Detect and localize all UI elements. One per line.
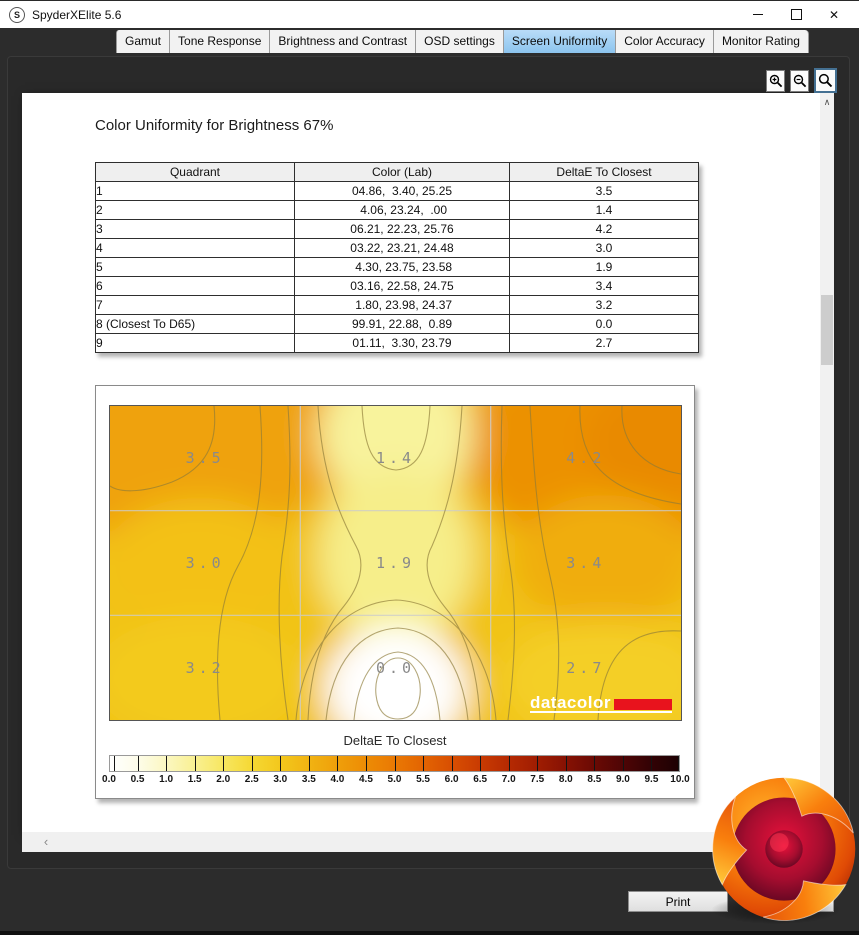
colorbar-tick-label: 7.0 <box>501 774 516 785</box>
tab-bar <box>116 30 809 53</box>
table-cell: 3 <box>96 220 295 239</box>
table-row <box>96 277 699 296</box>
tab-tone-response[interactable]: Tone Response <box>170 30 270 53</box>
colorbar-tick-label: 1.0 <box>159 774 174 785</box>
table-cell: 3.2 <box>510 296 699 315</box>
colorbar-tick-label: 8.5 <box>587 774 602 785</box>
table-cell: 06.21, 22.23, 25.76 <box>295 220 510 239</box>
table-row <box>96 239 699 258</box>
maximize-icon <box>791 9 802 20</box>
zoom-in-icon <box>769 74 783 88</box>
heatmap-value: 0.0 <box>375 658 416 677</box>
heatmap-value: 1.9 <box>375 553 416 572</box>
table-cell: 99.91, 22.88, 0.89 <box>295 315 510 334</box>
heatmap-value: 4.2 <box>566 449 606 468</box>
window-bottom-edge <box>0 931 859 935</box>
kitguru-logo <box>705 774 859 924</box>
window-title: SpyderXElite 5.6 <box>32 7 122 22</box>
heatmap-value: 3.4 <box>566 553 606 572</box>
heatmap-value: 3.2 <box>185 658 225 677</box>
tab-screen-uniformity[interactable]: Screen Uniformity <box>504 30 616 53</box>
table-cell: 3.0 <box>510 239 699 258</box>
zoom-out-icon <box>793 74 807 88</box>
minimize-icon <box>753 14 763 15</box>
table-cell: 4 <box>96 239 295 258</box>
table-cell: 3.5 <box>510 182 699 201</box>
table-row <box>96 258 699 277</box>
zoom-reset-button[interactable] <box>814 68 837 93</box>
report-page <box>22 93 820 832</box>
colorbar-tick-label: 9.0 <box>615 774 630 785</box>
uniformity-table-header-row <box>96 163 699 182</box>
table-cell: 04.86, 3.40, 25.25 <box>295 182 510 201</box>
table-cell: 0.0 <box>510 315 699 334</box>
table-cell: 2.7 <box>510 334 699 353</box>
close-icon: ✕ <box>828 7 840 22</box>
maximize-button[interactable] <box>777 1 815 28</box>
table-cell: 4.30, 23.75, 23.58 <box>295 258 510 277</box>
tab-brightness-and-contrast[interactable]: Brightness and Contrast <box>270 30 416 53</box>
title-bar <box>0 0 859 28</box>
table-row <box>96 220 699 239</box>
colorbar-tick-label: 5.0 <box>387 774 402 785</box>
column-header-color-lab-: Color (Lab) <box>295 163 510 182</box>
kitguru-swirl-icon <box>705 774 859 924</box>
heatmap-value-grid <box>110 406 681 720</box>
colorbar-tick-label: 5.5 <box>416 774 430 785</box>
datacolor-wordmark: datacolor <box>529 693 611 712</box>
table-cell: 1.80, 23.98, 24.37 <box>295 296 510 315</box>
table-row <box>96 315 699 334</box>
heatmap-value: 3.5 <box>185 449 225 468</box>
table-cell: 6 <box>96 277 295 296</box>
vertical-scrollbar-thumb[interactable] <box>821 295 833 365</box>
table-cell: 1 <box>96 182 295 201</box>
table-cell: 4.2 <box>510 220 699 239</box>
uniformity-chart-box <box>95 385 695 799</box>
table-cell: 4.06, 23.24, .00 <box>295 201 510 220</box>
app-icon: S <box>9 7 25 23</box>
column-header-quadrant: Quadrant <box>96 163 295 182</box>
colorbar-tick-label: 10.0 <box>670 774 690 785</box>
colorbar-gradient <box>109 755 680 772</box>
vertical-scrollbar[interactable] <box>820 93 834 852</box>
table-cell: 01.11, 3.30, 23.79 <box>295 334 510 353</box>
table-cell: 2 <box>96 201 295 220</box>
minimize-button[interactable] <box>739 1 777 28</box>
tab-color-accuracy[interactable]: Color Accuracy <box>616 30 714 53</box>
column-header-deltae-to-closest: DeltaE To Closest <box>510 163 699 182</box>
datacolor-logo <box>530 695 672 713</box>
colorbar-tick-label: 8.0 <box>558 774 573 785</box>
scroll-up-arrow-icon[interactable]: ∧ <box>823 97 831 107</box>
zoom-out-button[interactable] <box>790 70 809 92</box>
table-cell: 9 <box>96 334 295 353</box>
horizontal-scrollbar[interactable] <box>22 832 820 852</box>
table-cell: 5 <box>96 258 295 277</box>
colorbar-tick-label: 2.5 <box>244 774 259 785</box>
colorbar-tick-label: 4.0 <box>330 774 345 785</box>
table-row <box>96 182 699 201</box>
colorbar-tick-label: 0.5 <box>130 774 145 785</box>
colorbar-tick-label: 2.0 <box>216 774 231 785</box>
datacolor-red-bar <box>614 699 672 710</box>
report-title: Color Uniformity for Brightness 67% <box>95 117 334 134</box>
heatmap-value: 1.4 <box>375 449 416 468</box>
colorbar-tick-label: 6.5 <box>473 774 488 785</box>
tab-gamut[interactable]: Gamut <box>116 30 170 53</box>
table-cell: 1.9 <box>510 258 699 277</box>
uniformity-table <box>95 162 699 353</box>
uniformity-heatmap <box>109 405 682 721</box>
tab-monitor-rating[interactable]: Monitor Rating <box>714 30 809 53</box>
colorbar-tick-label: 6.0 <box>444 774 459 785</box>
table-cell: 1.4 <box>510 201 699 220</box>
table-row <box>96 296 699 315</box>
colorbar-tick-label: 0.0 <box>102 774 116 785</box>
table-row <box>96 201 699 220</box>
colorbar-labels <box>102 774 690 787</box>
colorbar-tick-label: 9.5 <box>644 774 659 785</box>
heatmap-value: 3.0 <box>185 553 225 572</box>
scroll-left-arrow-icon[interactable]: ‹ <box>43 834 49 849</box>
table-cell: 03.16, 22.58, 24.75 <box>295 277 510 296</box>
table-cell: 03.22, 23.21, 24.48 <box>295 239 510 258</box>
table-cell: 3.4 <box>510 277 699 296</box>
colorbar-tick-label: 1.5 <box>187 774 202 785</box>
close-button[interactable] <box>815 1 853 28</box>
tab-osd-settings[interactable]: OSD settings <box>416 30 504 53</box>
magnifier-icon <box>818 73 833 88</box>
colorbar-tick-label: 7.5 <box>530 774 545 785</box>
uniformity-table-body <box>96 182 699 353</box>
table-row <box>96 334 699 353</box>
colorbar-tick-label: 4.5 <box>358 774 373 785</box>
heatmap-value: 2.7 <box>566 658 606 677</box>
colorbar-tick-label: 3.5 <box>301 774 316 785</box>
colorbar-tick-label: 3.0 <box>273 774 288 785</box>
zoom-in-button[interactable] <box>766 70 785 92</box>
window-controls <box>739 1 853 28</box>
table-cell: 8 (Closest To D65) <box>96 315 295 334</box>
zoom-toolbar <box>766 68 837 93</box>
colorbar-title: DeltaE To Closest <box>343 733 447 748</box>
table-cell: 7 <box>96 296 295 315</box>
print-button[interactable]: Print <box>628 891 728 912</box>
